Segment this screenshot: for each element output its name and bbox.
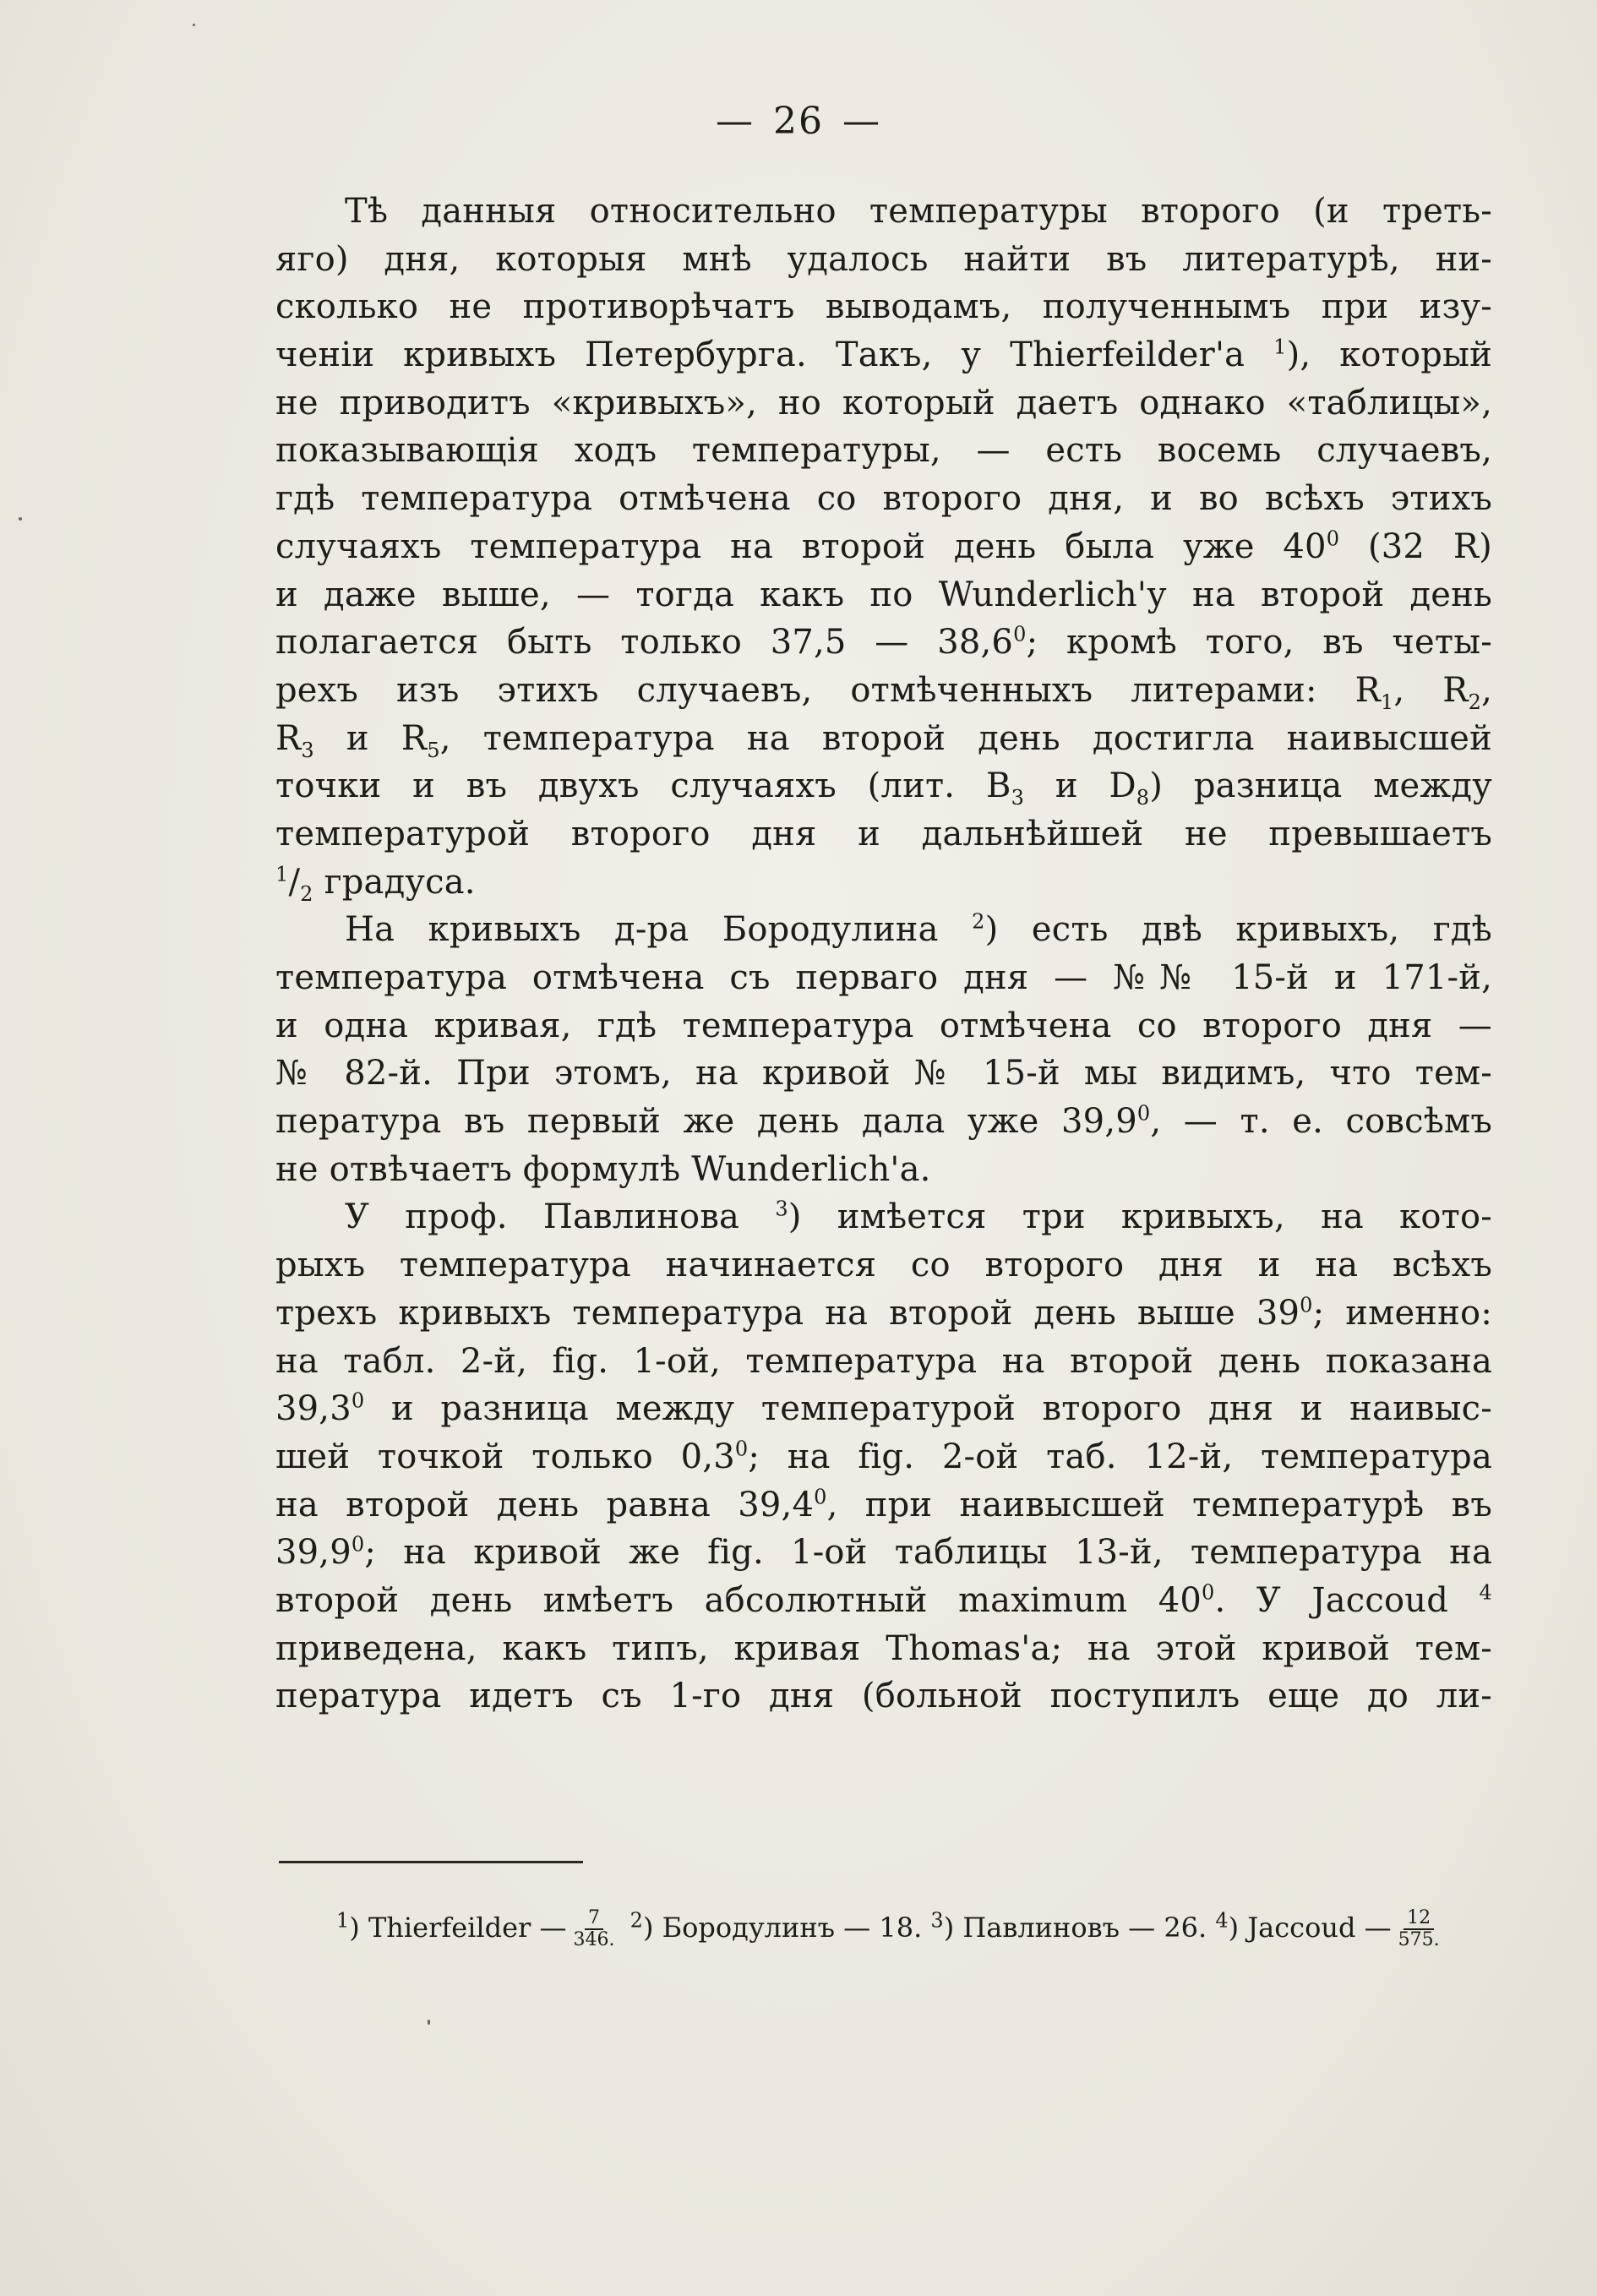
text-line: пература въ первый же день дала уже 39,9$^0$, — т. е. совсѣмъ [275, 1101, 1493, 1142]
text-line: на второй день равна 39,4$^0$, при наивысшей температурѣ въ [275, 1485, 1492, 1524]
text-line: рехъ изъ этихъ случаевъ, отмѣченныхъ литерами: $R_1$, $R_2$, [275, 670, 1492, 714]
footnote-ref: 4 [1479, 1580, 1492, 1605]
text-line: На кривыхъ д-ра Бородулина $^2$) есть двѣ кривыхъ, гдѣ [345, 909, 1492, 950]
text-line: шей точкой только $0,3^0$; на fig. 2-ой таб. 12-й, температура [275, 1437, 1493, 1476]
footnote-ref: 3 [775, 1197, 788, 1222]
text-line: сколько не противорѣчатъ выводамъ, полученнымъ при изу- [275, 287, 1492, 327]
text-line: и одна кривая, гдѣ температура отмѣчена со второго дня — [275, 1006, 1492, 1045]
text-line: не отвѣчаетъ формулѣ Wunderlich'а. [275, 1149, 931, 1189]
text-line: рыхъ температура начинается со второго дня и на всѣхъ [275, 1246, 1492, 1285]
text-line: на табл. 2-й, fig. 1-ой, температура на второй день показана [275, 1341, 1492, 1381]
text-line: гдѣ температура отмѣчена со второго дня, и во всѣхъ этихъ [275, 479, 1492, 519]
text-line: точки и въ двухъ случаяхъ (лит. $B_3$ и $D_8$) разница между [275, 766, 1492, 810]
text-line: не приводитъ «кривыхъ», но который даетъ однако «таблицы», [275, 383, 1492, 423]
page-number-right-dash: — [842, 100, 881, 143]
footnote-4: $^4$) Jaccoud — $\frac{12}{575.}$ [1215, 1912, 1446, 1944]
text-line: Тѣ данныя относительно температуры второго (и треть- [345, 192, 1492, 231]
degree-sign: 0 [734, 1437, 749, 1461]
text-line: случаяхъ температура на второй день была уже $40^0$ (32 R) [275, 526, 1492, 566]
text-line: приведена, какъ типъ, кривая Thomas'a; на этой кривой тем- [275, 1628, 1492, 1668]
fraction: $\frac{7}{346.}$ [573, 1907, 615, 1950]
degree-sign: 0 [1326, 526, 1340, 551]
footnote-divider [279, 1861, 583, 1863]
degree-sign: 0 [1300, 1293, 1313, 1317]
degree-sign: 0 [1202, 1580, 1215, 1605]
body-text [275, 188, 1492, 1721]
text-line: № 82-й. При этомъ, на кривой № 15-й мы видимъ, что тем- [275, 1054, 1492, 1093]
text-line: температурой второго дня и дальнѣйшей не превышаетъ [275, 814, 1492, 854]
footnote-ref: 2 [972, 909, 985, 934]
degree-sign: 0 [351, 1532, 365, 1557]
paper-speck [193, 24, 195, 26]
footnote-3: $^3$) Павлиновъ — 26. [930, 1907, 1207, 1944]
footnotes [336, 1908, 1519, 1950]
footnote-2: $^2$) Бородулинъ — 18. [630, 1907, 923, 1944]
text-line: второй день имѣетъ абсолютный maximum $40^0$. У Jaccoud $^4$ [275, 1580, 1492, 1620]
text-line: $^1/_2$ градуса. [275, 862, 476, 906]
degree-sign: 0 [1136, 1101, 1151, 1126]
degree-sign: 0 [351, 1388, 365, 1413]
text-line: пература идетъ съ 1-го дня (больной поступилъ еще до ли- [275, 1677, 1492, 1716]
text-line: полагается быть только 37,5 — 38,6$^0$; кромѣ того, въ четы- [275, 622, 1492, 663]
text-line: ченіи кривыхъ Петербурга. Такъ, у Thierfeilder'а $^1$), который [275, 335, 1492, 375]
text-line: трехъ кривыхъ температура на второй день выше $39^0$; именно: [275, 1293, 1492, 1333]
text-line: температура отмѣчена съ перваго дня — №№ 15-й и 171-й, [275, 958, 1492, 997]
text-line: 39,3$^0$ и разница между температурой второго дня и наивыс- [275, 1388, 1492, 1429]
text-line: и даже выше, — тогда какъ по Wunderlich'у на второй день [275, 575, 1492, 614]
text-line: яго) дня, которыя мнѣ удалось найти въ литературѣ, ни- [275, 239, 1492, 279]
text-line: 39,9$^0$; на кривой же fig. 1-ой таблицы 13-й, температура на [275, 1532, 1492, 1573]
degree-sign: 0 [814, 1485, 827, 1509]
footnote-1: $^1$) Thierfeilder — $\frac{7}{346.}$ [336, 1912, 621, 1944]
degree-sign: 0 [1013, 622, 1027, 646]
text-line: У проф. Павлинова $^3$) имѣется три кривыхъ, на кото- [345, 1197, 1492, 1237]
footnote-ref: 1 [1273, 335, 1287, 359]
page-number-left-dash: — [716, 100, 755, 143]
text-line: показывающія ходъ температуры, — есть восемь случаевъ, [275, 431, 1492, 471]
paper-speck [428, 2020, 430, 2025]
page-number-value: 26 [773, 100, 824, 143]
paper-speck [19, 517, 22, 521]
page-number [0, 100, 1597, 143]
text-line: $R_3$ и $R_5$, температура на второй день достигла наивысшей [275, 718, 1492, 762]
fraction: $\frac{12}{575.}$ [1398, 1907, 1440, 1950]
